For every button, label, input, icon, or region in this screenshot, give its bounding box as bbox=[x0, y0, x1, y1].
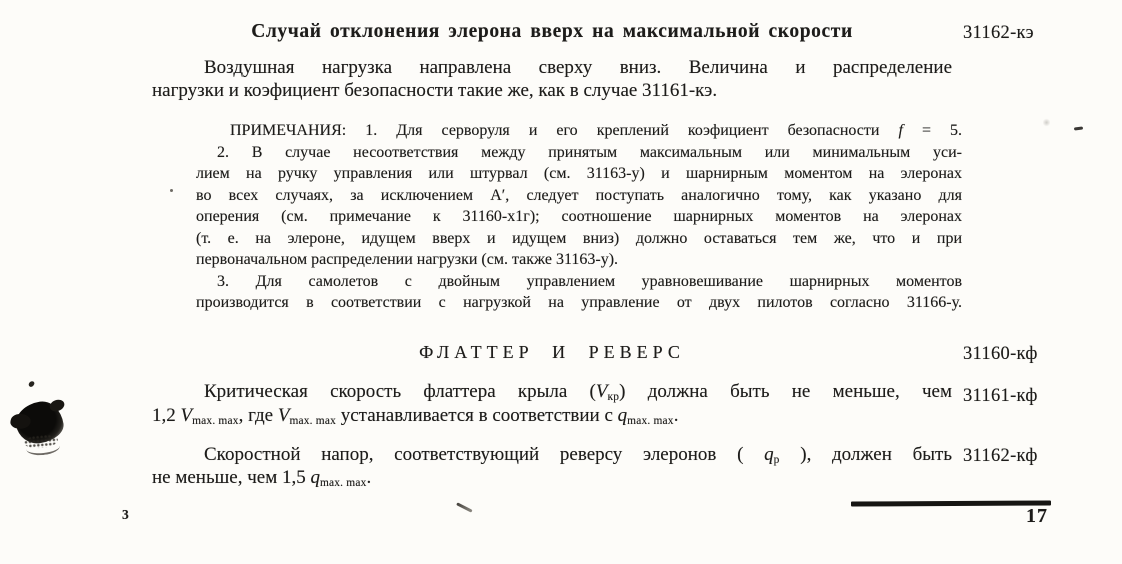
text-line: нагрузки и коэфициент безопасности такие же, как в случае 31161-кэ. bbox=[152, 80, 718, 101]
scan-artifact-tick bbox=[456, 502, 472, 512]
section-title: Случай отклонения элерона вверх на максимальной скорости bbox=[251, 21, 853, 42]
flutter-section-heading: ФЛАТТЕР И РЕВЕРС bbox=[419, 342, 685, 362]
text-line: 1,2 $V_{max. max}$, где $V_{max. max}$ устанавливается в соответствии с $q_{max. max}$. bbox=[152, 405, 679, 428]
text-line: оперения (см. примечание к 31160-х1г); соотношение шарнирных моментов на элеронах bbox=[196, 208, 962, 225]
section-code: 31162-кэ bbox=[963, 23, 1034, 43]
scan-artifact-dash bbox=[1074, 126, 1083, 130]
text-line: лием на ручку управления или штурвал (см. 31163-у) и шарнирным моментом на элеронах bbox=[196, 165, 962, 182]
text-line: Критическая скорость флаттера крыла $(V_{кр})$ должна быть не меньше, чем bbox=[204, 381, 952, 404]
text-line: Воздушная нагрузка направлена сверху вниз. Величина и распределение bbox=[204, 57, 952, 78]
flutter-requirement-2 bbox=[152, 443, 952, 489]
flutter-requirement-2-code: 31162-кф bbox=[963, 446, 1038, 466]
ink-blot-dot bbox=[28, 380, 35, 388]
text-line: производится в соответствии с нагрузкой на управление от двух пилотов согласно 31166-у. bbox=[196, 294, 962, 311]
ink-blot bbox=[12, 378, 70, 464]
text-line: (т. е. на элероне, идущем вверх и идущем вниз) должно оставаться тем же, что и при bbox=[196, 229, 962, 247]
intro-paragraph bbox=[152, 56, 952, 102]
note-item-1 bbox=[196, 120, 962, 142]
text-line: во всех случаях, за исключением А′, следует поступать аналогично тому, как указано для bbox=[196, 186, 962, 204]
footer-rule bbox=[851, 500, 1051, 506]
note-item-2 bbox=[196, 142, 962, 271]
notes-block bbox=[196, 120, 962, 314]
flutter-requirement-1 bbox=[152, 380, 952, 428]
scan-artifact-smudge bbox=[1043, 118, 1050, 127]
flutter-section-code: 31160-кф bbox=[963, 344, 1038, 364]
printers-signature-mark: 3 bbox=[122, 507, 129, 522]
text-line: Скоростной напор, соответствующий реверсу элеронов ( $q_р$ ), должен быть bbox=[204, 444, 952, 466]
text-line: не меньше, чем 1,5 $q_{max. max}$. bbox=[152, 467, 372, 489]
text-line: первоначальном распределении нагрузки (см. также 31163-у). bbox=[196, 251, 619, 268]
note-item-3 bbox=[196, 271, 962, 314]
text-line: 3. Для самолетов с двойным управлением уравновешивание шарнирных моментов bbox=[217, 272, 962, 290]
scan-artifact-dot bbox=[170, 189, 173, 192]
text-line: ПРИМЕЧАНИЯ: 1. Для серворуля и его креплений коэфициент безопасности f = 5. bbox=[230, 122, 962, 139]
text-line: 2. В случае несоответствия между принятым максимальным или минимальным уси- bbox=[217, 143, 962, 161]
page-number: 17 bbox=[1026, 505, 1048, 527]
flutter-requirement-1-code: 31161-кф bbox=[963, 386, 1038, 406]
